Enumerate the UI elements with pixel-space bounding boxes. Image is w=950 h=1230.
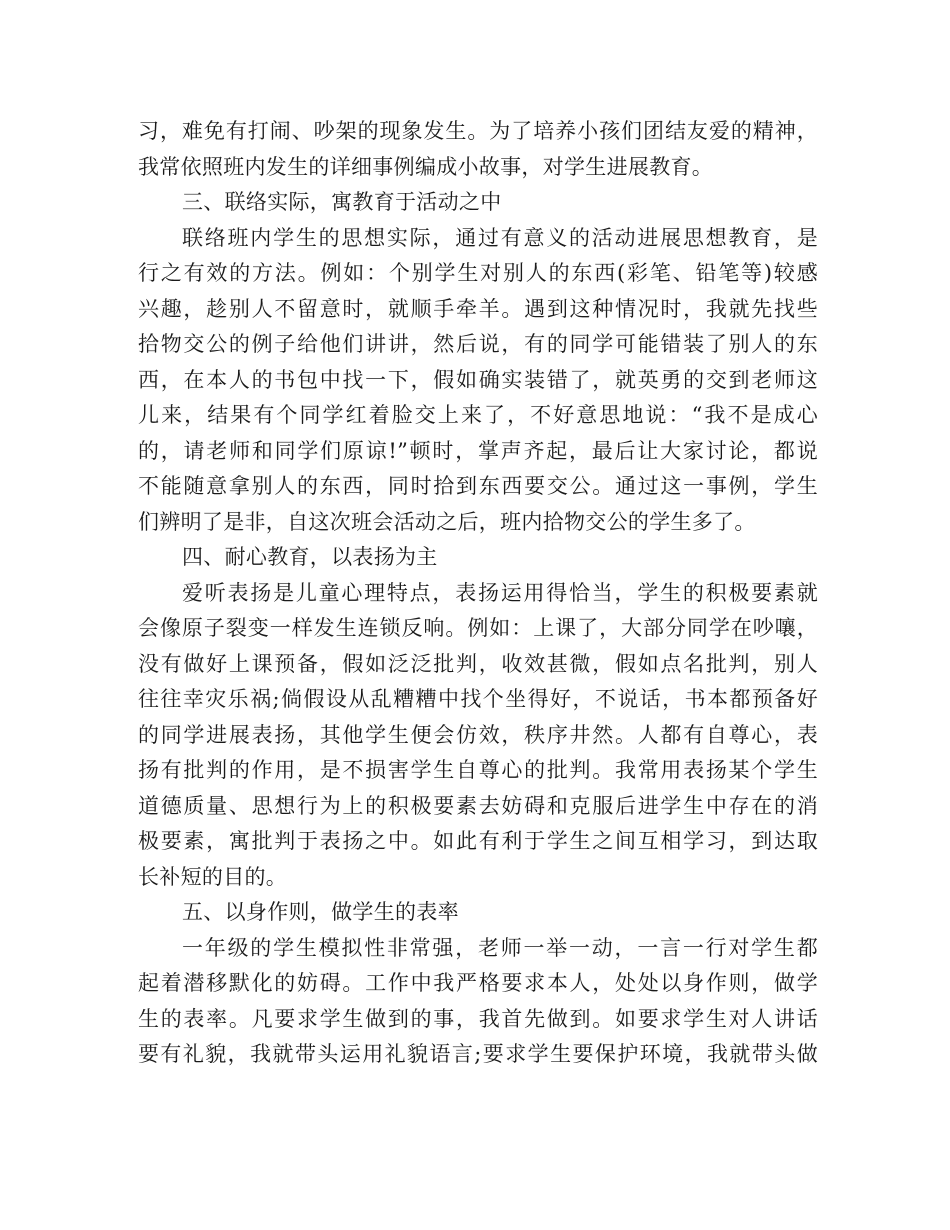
text-line: 联络班内学生的思想实际，通过有意义的活动进展思想教育，是 — [182, 225, 818, 250]
text-line: 西，在本人的书包中找一下，假如确实装错了，就英勇的交到老师这 — [138, 367, 818, 392]
text-line: 没有做好上课预备，假如泛泛批判，收效甚微，假如点名批判，别人 — [138, 651, 818, 676]
text-line: 长补短的目的。 — [138, 864, 288, 889]
section-heading: 三、联络实际，寓教育于活动之中 — [182, 190, 502, 214]
text-line: 会像原子裂变一样发生连锁反响。例如：上课了，大部分同学在吵嚷， — [138, 616, 818, 640]
text-line: 的同学进展表扬，其他学生便会仿效，秩序井然。人都有自尊心，表 — [138, 722, 818, 747]
text-line: 扬有批判的作用，是不损害学生自尊心的批判。我常用表扬某个学生 — [138, 758, 818, 782]
text-line: 极要素，寓批判于表扬之中。如此有利于学生之间互相学习，到达取 — [138, 829, 818, 853]
text-line: 往往幸灾乐祸;倘假设从乱糟糟中找个坐得好，不说话，书本都预备好 — [138, 687, 818, 711]
text-line: 们辨明了是非，自这次班会活动之后，班内拾物交公的学生多了。 — [138, 509, 756, 534]
section-heading: 五、以身作则，做学生的表率 — [182, 900, 459, 924]
text-line: 行之有效的方法。例如：个别学生对别人的东西(彩笔、铅笔等)较感 — [138, 261, 818, 285]
document-body — [138, 114, 818, 1073]
text-line: 儿来，结果有个同学红着脸交上来了，不好意思地说：“我不是成心 — [138, 403, 818, 427]
text-line: 拾物交公的例子给他们讲讲，然后说，有的同学可能错装了别人的东 — [138, 332, 818, 356]
text-line: 不能随意拿别人的东西，同时拾到东西要交公。通过这一事例，学生 — [138, 474, 818, 498]
text-line: 一年级的学生模拟性非常强，老师一举一动，一言一行对学生都 — [182, 935, 818, 960]
text-line: 要有礼貌，我就带头运用礼貌语言;要求学生要保护环境，我就带头做 — [138, 1042, 818, 1066]
section-heading: 四、耐心教育，以表扬为主 — [182, 545, 438, 569]
text-line: 生的表率。凡要求学生做到的事，我首先做到。如要求学生对人讲话 — [138, 1006, 818, 1031]
text-line: 习，难免有打闹、吵架的现象发生。为了培养小孩们团结友爱的精神， — [138, 119, 818, 143]
text-line: 道德质量、思想行为上的积极要素去妨碍和克服后进学生中存在的消 — [138, 793, 818, 818]
text-line: 我常依照班内发生的详细事例编成小故事，对学生进展教育。 — [138, 154, 714, 179]
text-line: 的，请老师和同学们原谅!”顿时，掌声齐起，最后让大家讨论，都说 — [138, 438, 818, 463]
text-line: 爱听表扬是儿童心理特点，表扬运用得恰当，学生的积极要素就 — [182, 580, 818, 605]
text-line: 起着潜移默化的妨碍。工作中我严格要求本人，处处以身作则，做学 — [138, 971, 818, 995]
text-line: 兴趣，趁别人不留意时，就顺手牵羊。遇到这种情况时，我就先找些 — [138, 296, 818, 321]
